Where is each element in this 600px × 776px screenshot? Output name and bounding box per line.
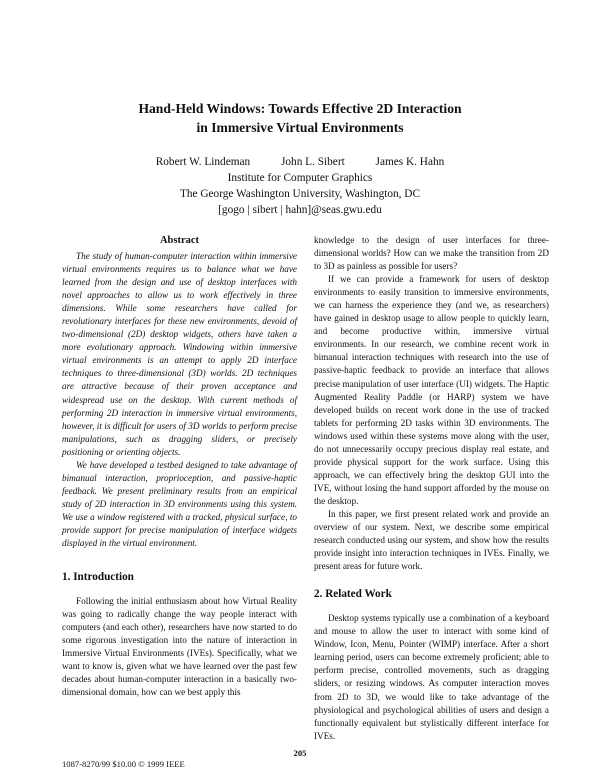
paper-title (0, 99, 600, 137)
abstract-paragraph: The study of human-computer interaction within immersive virtual environments requires us to balance what we have learned from the design and use of desktop interfaces with novel approaches to allow us to work effectively in three dimensions. While some researchers have called for revolutionary interfaces for these new environments, devoid of two-dimensional (2D) desktop widgets, others have taken a more evolutionary approach. Windowing within immersive virtual environments is an attempt to apply 2D interface techniques to three-dimensional (3D) worlds. 2D techniques are attractive because of their proven acceptance and widespread use on the desktop. With current methods of performing 2D interaction in immersive virtual environments, however, it is difficult for users of 3D worlds to perform precise manipulations, such as dragging sliders, or precisely positioning or orienting objects. (62, 251, 297, 457)
title-line-2: in Immersive Virtual Environments (196, 120, 404, 135)
abstract-heading: Abstract (159, 235, 200, 246)
body-paragraph: Desktop systems typically use a combination of a keyboard and mouse to allow the user to interact with some kind of Window, Icon, Menu, Pointer (WIMP) interface. After a short learning period, users can become extremely proficient; able to perform precise, controlled movements, such as dragging sliders, or resizing windows. As computer interaction moves from 2D to 3D, we would like to take advantage of the physiological and psychological abilities of users and design a functionally equivalent but stylistically different interface for IVEs. (314, 613, 549, 741)
body-paragraph: In this paper, we first present related work and provide an overview of our system. Next, we describe some empirical research conducted using our system, and show how the results provide insight into interaction techniques in IVEs. Finally, we present areas for future work. (314, 508, 549, 572)
author-name: Robert W. Lindeman (155, 156, 251, 168)
university: The George Washington University, Washington, DC (180, 188, 420, 200)
related-work-heading: 2. Related Work (314, 588, 392, 601)
email: [gogo | sibert | hahn]@seas.gwu.edu (218, 204, 382, 216)
left-column (62, 234, 297, 699)
abstract-section (62, 234, 297, 550)
author-block (0, 154, 600, 218)
author-name: John L. Sibert (281, 156, 345, 168)
page-number: 205 (293, 748, 307, 758)
body-paragraph: knowledge to the design of user interfaces for three-dimensional worlds? How can we make the transition from 2D to 3D as painless as possible for users? (314, 235, 549, 272)
introduction-heading: 1. Introduction (62, 571, 134, 584)
copyright-notice: 1087-8270/99 $10.00 © 1999 IEEE (62, 759, 185, 769)
author-names (0, 154, 600, 170)
body-paragraph: Following the initial enthusiasm about how Virtual Reality was going to radically change the way people interact with computers (and each other), researchers have now started to do some rigorous investigation into the nature of interaction in Immersive Virtual Environments (IVEs). Specifically, what we want to know is, given what we have learned over the past few decades about human-computer interaction in a basically two-dimensional domain, how can we best apply this (62, 596, 297, 698)
institution: Institute for Computer Graphics (227, 172, 373, 184)
author-name: James K. Hahn (375, 156, 445, 168)
right-column (314, 234, 549, 743)
title-line-1: Hand-Held Windows: Towards Effective 2D Interaction (138, 101, 462, 116)
abstract-paragraph: We have developed a testbed designed to take advantage of bimanual interaction, proprioception, and passive-haptic feedback. We present preliminary results from an empirical study of 2D interaction in 3D environments using this system. We use a window registered with a tracked, physical surface, to provide support for precise manipulation of interface widgets displayed in the virtual environment. (62, 459, 297, 549)
body-paragraph: If we can provide a framework for users of desktop environments to easily transition to immersive environments, we can harness the experience they (and we, as researchers) have gained in desktop usage to allow people to quickly learn, and become productive within, immersive virtual environments. In our research, we combine recent work in bimanual interaction techniques with research into the use of passive-haptic feedback to provide an interface that allows precise manipulation of user interface (UI) widgets. The Haptic Augmented Reality Paddle (or HARP) system we have developed builds on recent work done in the use of tracked tablets for performing 2D tasks within 3D environments. The windows used within these systems move along with the user, do not unnecessarily occupy precious display real estate, and provide physical support for the work surface. Using this approach, we can effectively bring the desktop GUI into the IVE, without losing the hand support afforded by the mouse on the desktop. (314, 274, 549, 506)
